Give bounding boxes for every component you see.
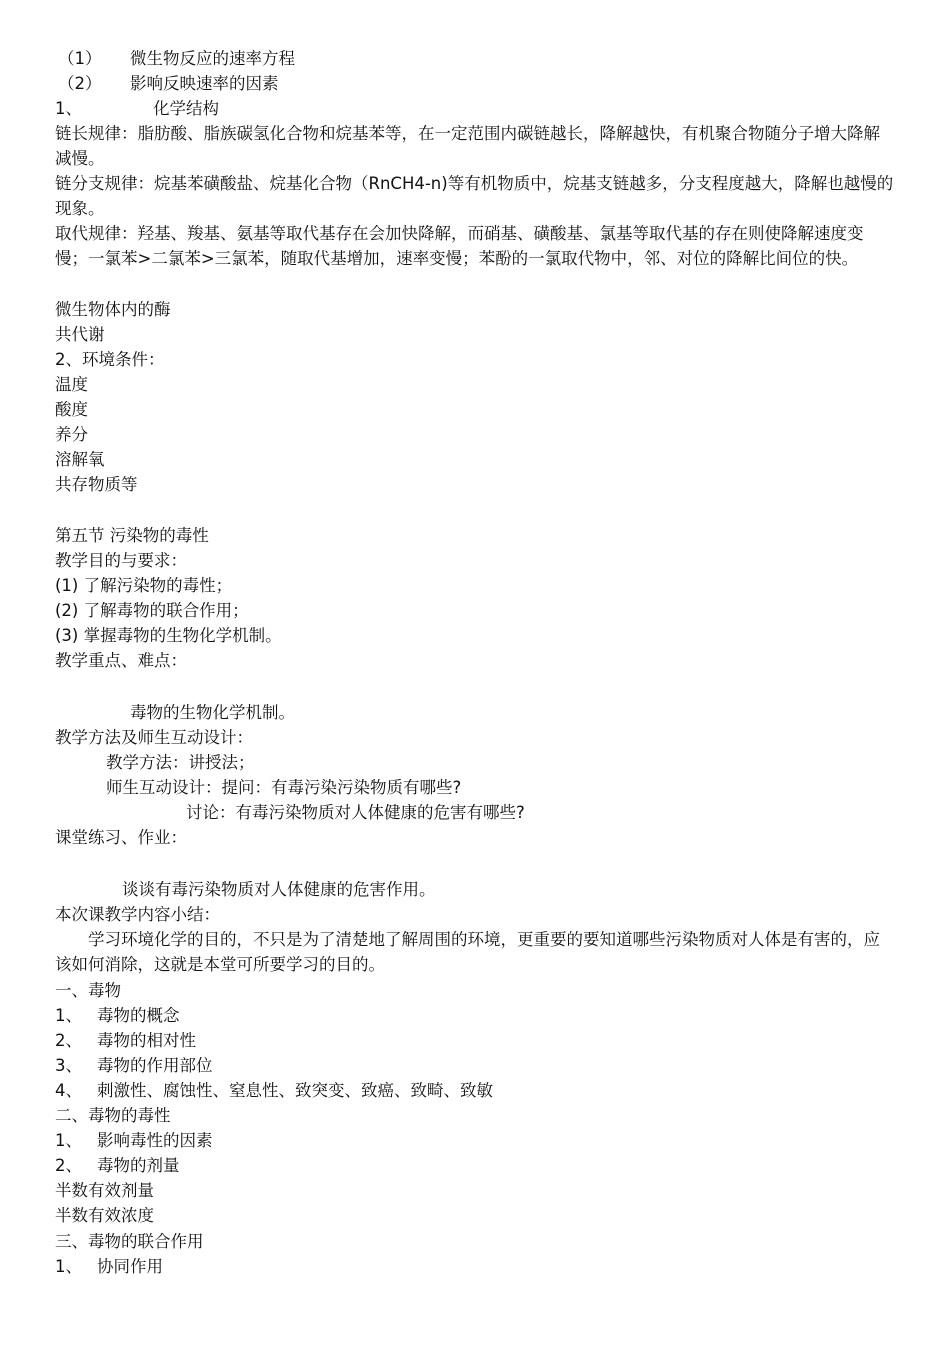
text-ed50: 半数有效剂量 bbox=[55, 1181, 154, 1200]
list-item-synergism bbox=[55, 1254, 163, 1279]
heading-joint-action: 三、毒物的联合作用 bbox=[55, 1232, 204, 1251]
text-acidity: 酸度 bbox=[55, 400, 88, 419]
list-text: 微生物反应的速率方程 bbox=[130, 49, 295, 68]
heading-toxicity: 二、毒物的毒性 bbox=[55, 1106, 171, 1125]
text-interaction-design: 师生互动设计：提问：有毒污染污染物质有哪些? bbox=[106, 778, 462, 797]
goal-item: (2) 了解毒物的联合作用； bbox=[55, 601, 249, 620]
list-number: （1） bbox=[58, 49, 102, 68]
text-teaching-method: 教学方法：讲授法； bbox=[106, 753, 255, 772]
text-enzyme: 微生物体内的酶 bbox=[55, 300, 171, 319]
paragraph-summary: 学习环境化学的目的，不只是为了清楚地了解周围的环境，更重要的要知道哪些污染物质对人体是有害的，应该如何消除，这就是本堂可所要学习的目的。 bbox=[55, 930, 880, 974]
label-teaching-goals: 教学目的与要求： bbox=[55, 551, 187, 570]
section-title: 第五节 污染物的毒性 bbox=[55, 526, 209, 545]
text-key-points: 毒物的生物化学机制。 bbox=[130, 703, 295, 722]
list-text: 毒物的概念 bbox=[97, 1006, 180, 1025]
list-number: 1、 bbox=[55, 1257, 82, 1276]
list-number: 1、 bbox=[55, 99, 82, 118]
label-teaching-methods: 教学方法及师生互动设计： bbox=[55, 728, 253, 747]
paragraph-chain-length-rule: 链长规律：脂肪酸、脂族碳氢化合物和烷基苯等，在一定范围内碳链越长，降解越快，有机聚合物随分子增大降解减慢。 bbox=[55, 124, 880, 168]
goal-item: (1) 了解污染物的毒性； bbox=[55, 576, 233, 595]
goal-item: (3) 掌握毒物的生物化学机制。 bbox=[55, 626, 282, 645]
list-number: 1、 bbox=[55, 1006, 82, 1025]
list-number: 4、 bbox=[55, 1081, 82, 1100]
heading-environment-conditions: 2、环境条件： bbox=[55, 350, 165, 369]
list-item-toxicant-concept bbox=[55, 1003, 180, 1028]
list-item-rate-factors bbox=[55, 71, 279, 96]
list-text: 协同作用 bbox=[97, 1257, 163, 1276]
text-homework: 谈谈有毒污染物质对人体健康的危害作用。 bbox=[122, 880, 436, 899]
list-item-toxicant-site bbox=[55, 1053, 213, 1078]
heading-toxicant: 一、毒物 bbox=[55, 981, 121, 1000]
list-item-toxicity-factors bbox=[55, 1128, 213, 1153]
list-text: 毒物的相对性 bbox=[97, 1031, 196, 1050]
text-dissolved-oxygen: 溶解氧 bbox=[55, 450, 105, 469]
list-item-toxicant-relativity bbox=[55, 1028, 196, 1053]
paragraph-chain-branch-rule: 链分支规律：烷基苯磺酸盐、烷基化合物（RnCH4-n)等有机物质中，烷基支链越多，分支程度越大，降解也越慢的现象。 bbox=[55, 174, 894, 218]
list-number: （2） bbox=[58, 74, 102, 93]
text-cometabolism: 共代谢 bbox=[55, 325, 105, 344]
text-ec50: 半数有效浓度 bbox=[55, 1206, 154, 1225]
text-discussion: 讨论：有毒污染物质对人体健康的危害有哪些? bbox=[186, 803, 525, 822]
list-text: 化学结构 bbox=[153, 99, 219, 118]
label-homework: 课堂练习、作业： bbox=[55, 828, 187, 847]
list-text: 影响毒性的因素 bbox=[97, 1131, 213, 1150]
list-number: 2、 bbox=[55, 1031, 82, 1050]
list-text: 刺激性、腐蚀性、窒息性、致突变、致癌、致畸、致敏 bbox=[97, 1081, 493, 1100]
list-number: 1、 bbox=[55, 1131, 82, 1150]
text-temperature: 温度 bbox=[55, 375, 88, 394]
list-text: 影响反映速率的因素 bbox=[130, 74, 279, 93]
list-item-rate-equation bbox=[55, 46, 295, 71]
list-number: 3、 bbox=[55, 1056, 82, 1075]
list-item-toxicant-dose bbox=[55, 1153, 180, 1178]
list-text: 毒物的作用部位 bbox=[97, 1056, 213, 1075]
label-summary: 本次课教学内容小结： bbox=[55, 905, 220, 924]
list-number: 2、 bbox=[55, 1156, 82, 1175]
text-coexisting-substances: 共存物质等 bbox=[55, 475, 138, 494]
text-nutrients: 养分 bbox=[55, 425, 88, 444]
label-key-points: 教学重点、难点： bbox=[55, 651, 187, 670]
paragraph-substitution-rule: 取代规律：羟基、羧基、氨基等取代基存在会加快降解，而硝基、磺酸基、氯基等取代基的存在则使降解速度变慢；一氯苯>二氯苯>三氯苯，随取代基增加，速率变慢；苯酚的一氯取代物中，邻、对位的降解比间位的快。 bbox=[55, 224, 864, 268]
list-text: 毒物的剂量 bbox=[97, 1156, 180, 1175]
list-item-chemical-structure bbox=[55, 96, 219, 121]
list-item-toxicant-effects bbox=[55, 1078, 493, 1103]
